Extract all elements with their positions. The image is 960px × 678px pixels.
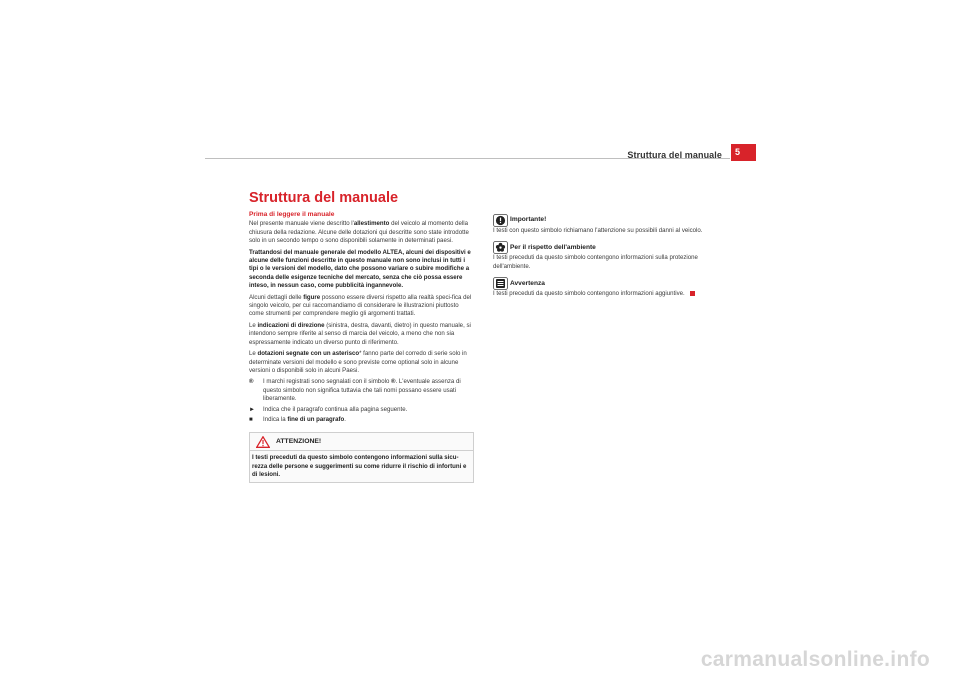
- end-of-section-icon: [690, 291, 695, 296]
- paragraph-directions: Le indicazioni di direzione (sinistra, destra, davanti, dietro) in questo manuale, si intendono sempre riferite al senso di marcia del veicolo, a meno che non sia espressamente indicato un diverso punto di riferimento.: [249, 321, 471, 346]
- paragraph-asterisk: Le dotazioni segnate con un asterisco* fanno parte del corredo di serie solo in determinate versioni del modello e sono previste come optional solo in alcune versioni o disponibili solo in alcuni Paesi.: [249, 350, 467, 374]
- running-header-title: Struttura del manuale: [627, 150, 722, 160]
- important-text: I testi con questo simbolo richiamano l'attenzione su possibili danni al veicolo.: [493, 227, 703, 234]
- right-column: [493, 214, 721, 302]
- important-heading: [493, 214, 721, 227]
- page-number: 5: [731, 144, 756, 161]
- section-title: Prima di leggere il manuale: [249, 211, 335, 218]
- info-note-icon: [493, 277, 508, 290]
- warning-box: [249, 432, 474, 482]
- important-title: Importante!: [510, 216, 547, 224]
- note-heading: [493, 277, 721, 290]
- exclamation-circle-icon: [493, 214, 508, 227]
- environment-title: Per il rispetto dell'ambiente: [510, 243, 596, 251]
- list-item-continues: ► Indica che il paragrafo continua alla pagina seguente.: [249, 405, 408, 413]
- flower-icon: [493, 241, 508, 254]
- note-title: Avvertenza: [510, 279, 545, 287]
- note-text: I testi preceduti da questo simbolo contengono informazioni aggiuntive.: [493, 290, 721, 298]
- watermark: carmanualsonline.info: [700, 648, 930, 671]
- end-square-icon: ■: [249, 415, 253, 423]
- warning-text: I testi preceduti da questo simbolo contengono informazioni sulla sicu-rezza delle persone e suggerimenti su come ridurre il rischio di infortuni e di lesioni.: [252, 454, 467, 479]
- warning-title: ATTENZIONE!: [276, 438, 322, 446]
- arrow-right-icon: ►: [249, 405, 256, 413]
- warning-triangle-icon: [256, 436, 270, 448]
- paragraph-allestimento: Nel presente manuale viene descritto l'allestimento del veicolo al momento della chiusura della redazione. Alcune delle dotazioni qui descritte sono state introdotte solo in un secondo tempo o sono disponibili solamente in determinati paesi.: [249, 220, 469, 245]
- registered-symbol: ®: [249, 378, 254, 386]
- left-column: [249, 211, 473, 483]
- page-title: Struttura del manuale: [249, 190, 399, 206]
- list-item-registered: ® I marchi registrati sono segnalati con il simbolo ®. L'eventuale assenza di questo simbolo non significa tuttavia che tali nomi possano essere usati liberamente.: [249, 378, 461, 403]
- list-item-end: ■ Indica la fine di un paragrafo.: [249, 415, 346, 423]
- environment-heading: [493, 241, 721, 254]
- environment-text: I testi preceduti da questo simbolo contengono informazioni sulla protezione dell'ambiente.: [493, 254, 698, 270]
- paragraph-figures: Alcuni dettagli delle figure possono essere diversi rispetto alla realtà speci-fica del singolo veicolo, per cui raccomandiamo di considerare le illustrazioni piuttosto come strumenti per comprendere meglio gli argomenti trattati.: [249, 293, 472, 318]
- paragraph-general-manual: Trattandosi del manuale generale del modello ALTEA, alcuni dei dispositivi e alcune delle funzioni descritte in questo manuale non sono inclusi in tutti i tipi o le versioni del modello, dato che possono variare o subire modifiche a seconda delle esigenze tecniche del mercato, senza che ciò possa essere inteso, in nessun caso, come pubblicità ingannevole.: [249, 248, 471, 290]
